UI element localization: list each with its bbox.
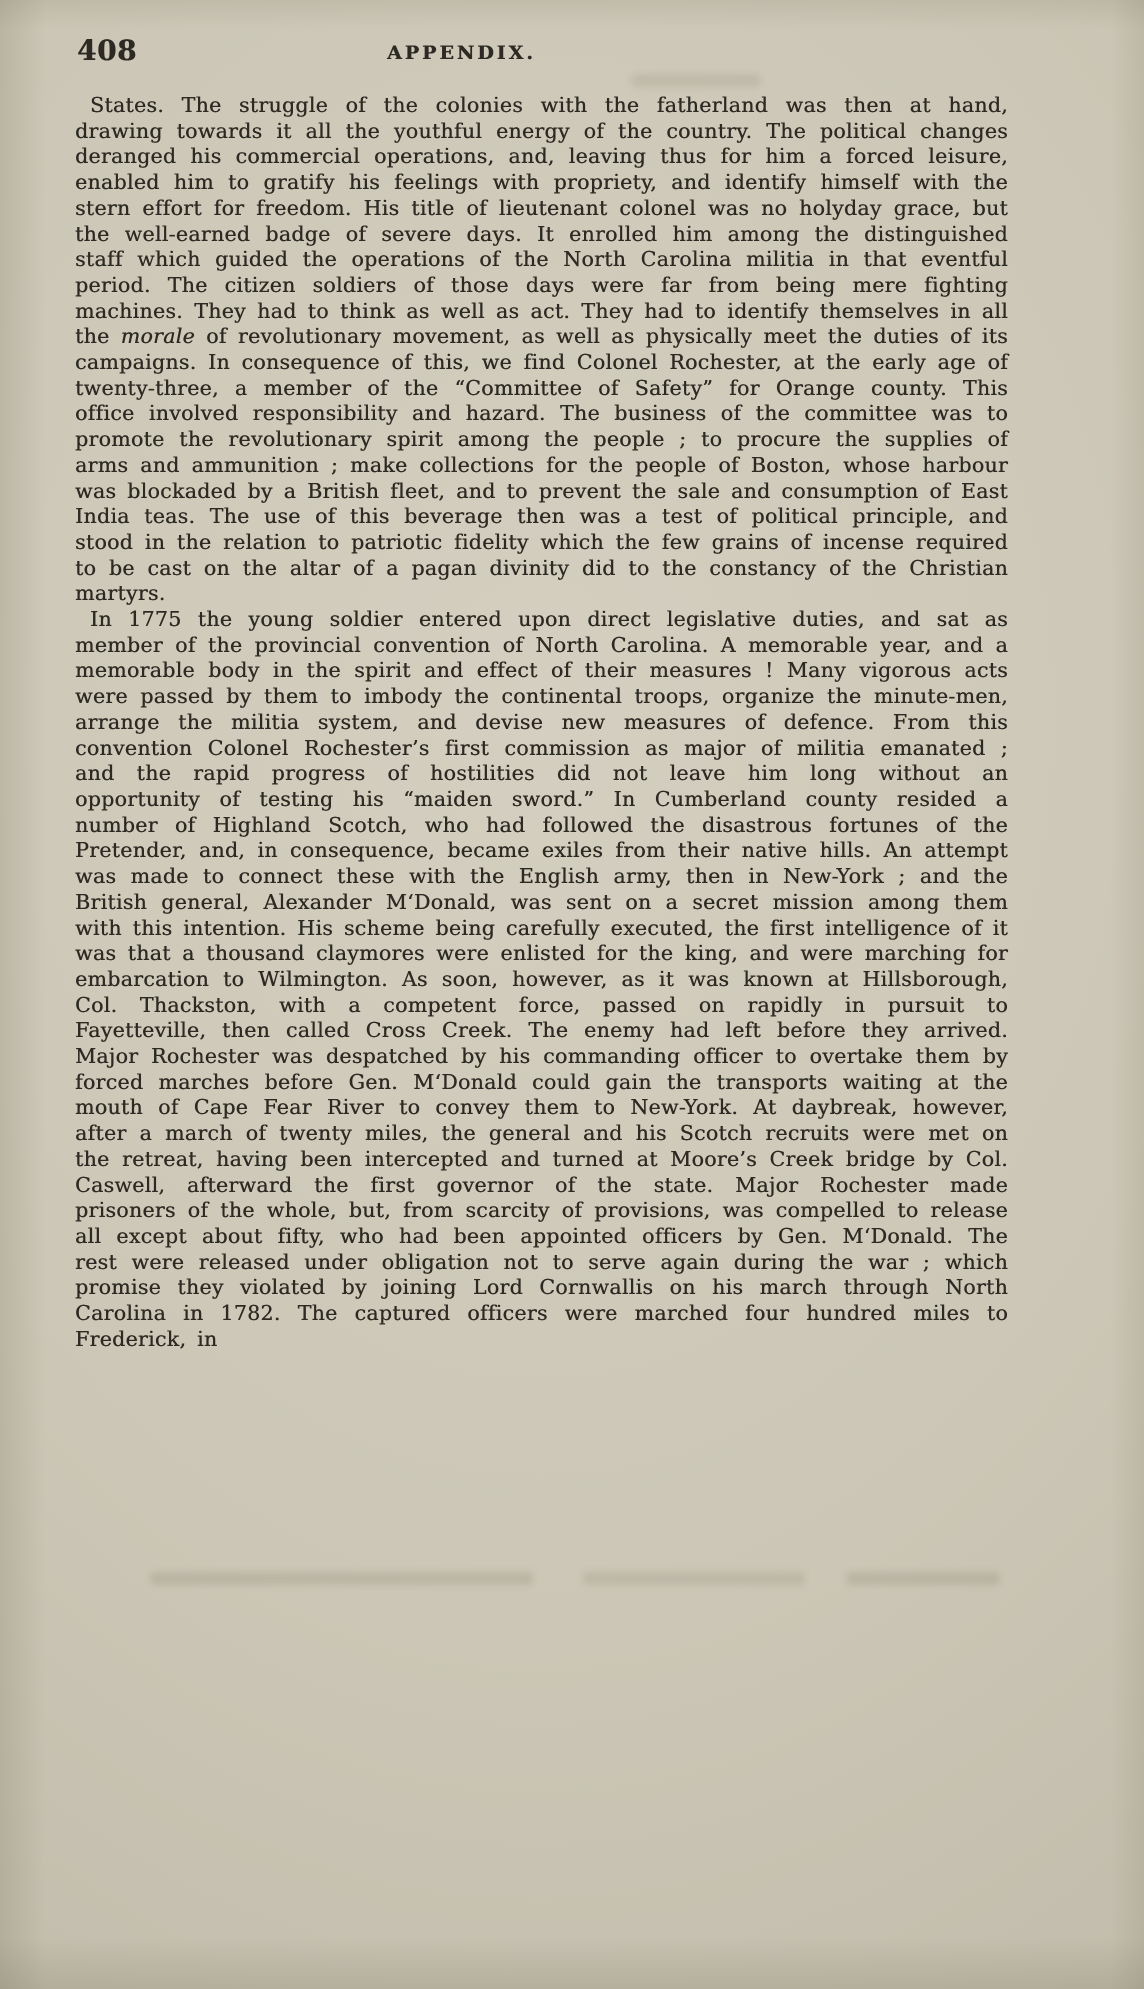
page-header [75, 34, 1008, 78]
paragraph-1 [75, 93, 1008, 607]
running-head: APPENDIX. [387, 42, 536, 64]
page-body [75, 93, 1008, 1352]
page-number: 408 [77, 34, 137, 67]
show-through-smudge [631, 74, 761, 87]
italic-word-morale: morale [120, 324, 195, 349]
paragraph-1-text-continued: of revolutionary movement, as well as physically meet the duties of its campaigns. In consequence of this, we find Colonel Rochester, at the early age of twenty-three, a member of the “Committee of Safety” for Orange county. This office involved responsibility and hazard. The business of the committee was to promote the revolutionary spirit among the people ; to procure the supplies of arms and ammunition ; make collections for the people of Boston, whose harbour was blockaded by a British fleet, and to prevent the sale and consumption of East India teas. The use of this beverage then was a test of political principle, and stood in the relation to patriotic fidelity which the few grains of incense required to be cast on the altar of a pagan divinity did to the constancy of the Christian martyrs. [75, 324, 1008, 606]
paragraph-1-text: States. The struggle of the colonies with the fatherland was then at hand, drawing towards it all the youthful energy of the country. The political changes deranged his commercial operations, and, leaving thus for him a forced leisure, enabled him to gratify his feelings with propriety, and identify himself with the stern effort for freedom. His title of lieutenant colonel was no holyday grace, but the well-earned badge of severe days. It enrolled him among the distinguished staff which guided the operations of the North Carolina militia in that eventful period. The citizen soldiers of those days were far from being mere fighting machines. They had to think as well as act. They had to identify themselves in all the [75, 93, 1008, 349]
show-through-text-line [150, 1572, 1000, 1585]
paragraph-2: In 1775 the young soldier entered upon direct legislative duties, and sat as member of the provincial convention of North Carolina. A memorable year, and a memorable body in the spirit and effect of their measures ! Many vigorous acts were passed by them to imbody the continental troops, organize the minute-men, arrange the militia system, and devise new measures of defence. From this convention Colonel Rochester’s first commission as major of militia emanated ; and the rapid progress of hostilities did not leave him long without an opportunity of testing his “maiden sword.” In Cumberland county resided a number of Highland Scotch, who had followed the disastrous fortunes of the Pretender, and, in consequence, became exiles from their native hills. An attempt was made to connect these with the English army, then in New-York ; and the British general, Alexander M‘Donald, was sent on a secret mission among them with this intention. His scheme being carefully executed, the first intelligence of it was that a thousand claymores were enlisted for the king, and were marching for embarcation to Wilmington. As soon, however, as it was known at Hillsborough, Col. Thackston, with a competent force, passed on rapidly in pursuit to Fayetteville, then called Cross Creek. The enemy had left before they arrived. Major Rochester was despatched by his commanding officer to overtake them by forced marches before Gen. M‘Donald could gain the transports waiting at the mouth of Cape Fear River to convey them to New-York. At daybreak, however, after a march of twenty miles, the general and his Scotch recruits were met on the retreat, having been intercepted and turned at Moore’s Creek bridge by Col. Caswell, afterward the first governor of the state. Major Rochester made prisoners of the whole, but, from scarcity of provisions, was compelled to release all except about fifty, who had been appointed officers by Gen. M‘Donald. The rest were released under obligation not to serve again during the war ; which promise they violated by joining Lord Cornwallis on his march through North Carolina in 1782. The captured officers were marched four hundred miles to Frederick, in [75, 607, 1008, 1351]
